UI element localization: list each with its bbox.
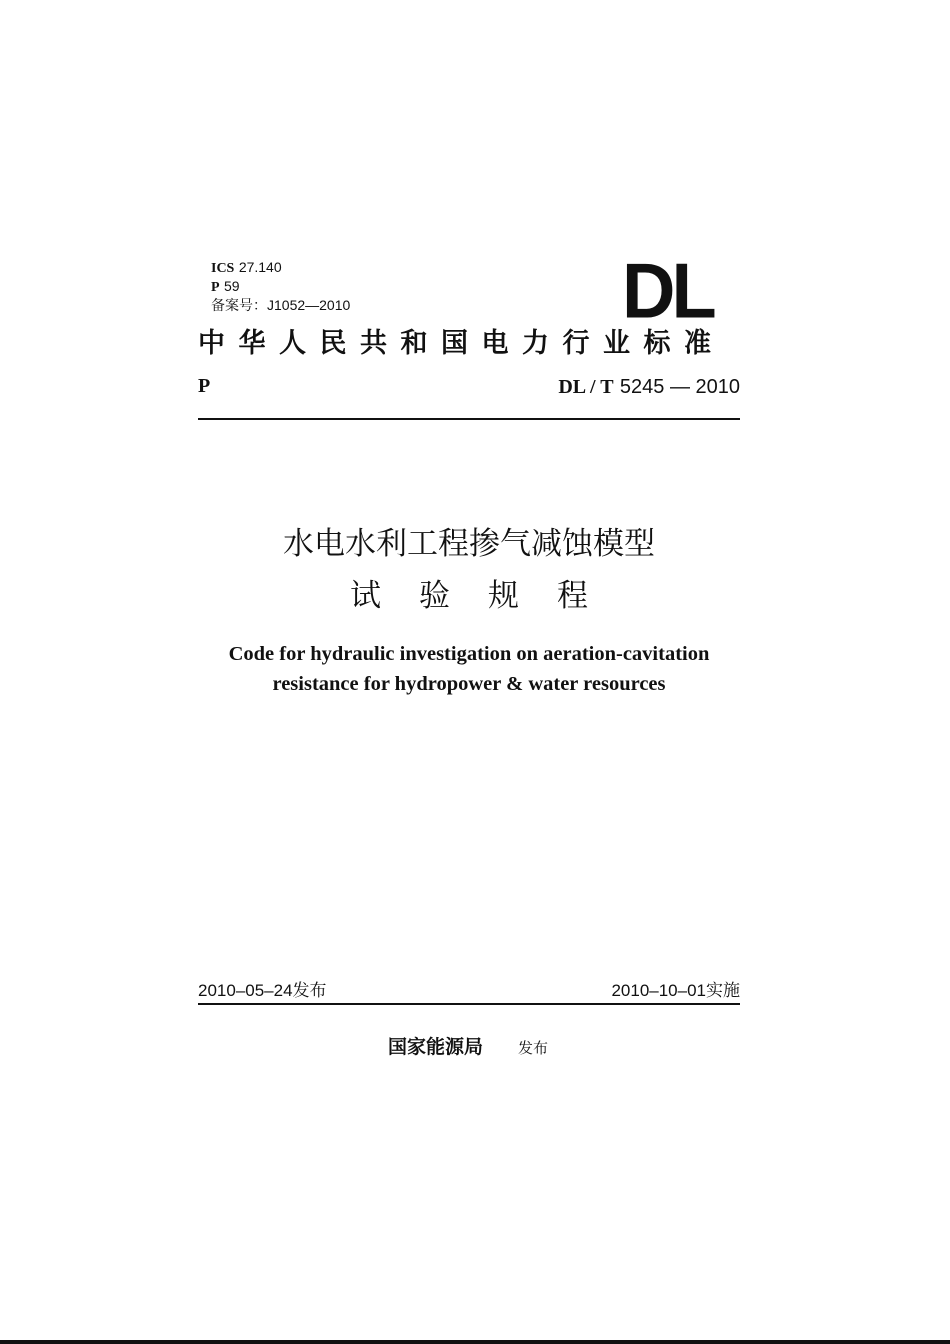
standard-number-prefix: DL / T: [558, 376, 614, 398]
standard-number: [558, 374, 740, 399]
header-divider: [198, 418, 740, 420]
p-value: 59: [224, 278, 240, 294]
publish-date-line: [198, 980, 327, 1002]
standard-number-body: 5245 — 2010: [619, 376, 740, 398]
ics-value: 27.140: [238, 259, 282, 275]
issuer-action: 发布: [518, 1039, 549, 1057]
title-cn-line2: 试验规程: [350, 578, 626, 614]
page-bottom-border: [0, 1340, 950, 1344]
dl-logo: DL: [622, 247, 713, 335]
publish-date: 2010–05–24: [198, 981, 293, 1000]
publish-label: 发布: [292, 981, 327, 1001]
title-cn-line1: 水电水利工程掺气减蚀模型: [283, 526, 655, 562]
p-line: [211, 277, 240, 297]
effective-date: 2010–10–01: [611, 981, 706, 1000]
title-en-line2: resistance for hydropower & water resources: [272, 673, 666, 695]
p-code: P: [211, 280, 220, 295]
issuer-name: 国家能源局: [388, 1036, 484, 1058]
record-label: 备案号：: [211, 298, 267, 314]
record-line: [211, 296, 350, 315]
classification-code: P: [198, 375, 211, 397]
footer-divider: [198, 1003, 740, 1005]
ics-code: ICS: [211, 261, 235, 276]
effective-label: 实施: [706, 981, 740, 1001]
standard-name: 中华人民共和国电力行业标准: [198, 328, 725, 359]
title-en-line1: Code for hydraulic investigation on aeration-cavitation: [228, 643, 710, 665]
ics-line: [211, 258, 282, 278]
effective-date-line: [611, 980, 740, 1002]
record-value: J1052—2010: [267, 297, 351, 313]
